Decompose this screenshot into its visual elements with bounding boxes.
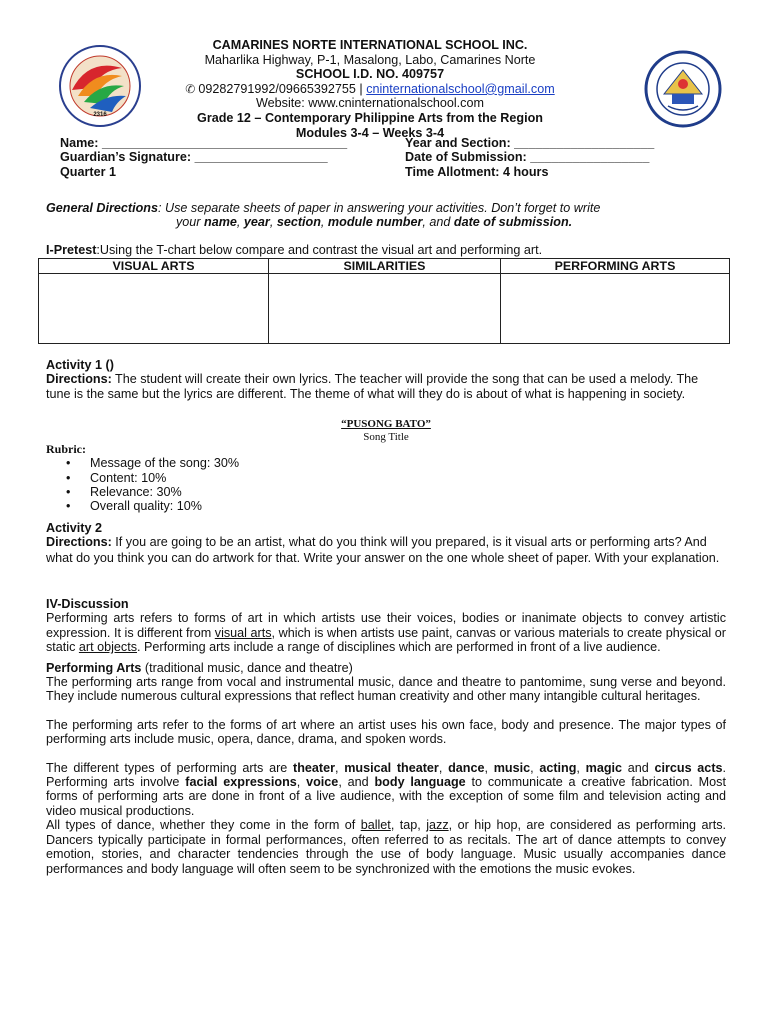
school-name: CAMARINES NORTE INTERNATIONAL SCHOOL INC. (212, 38, 528, 52)
term-magic: magic (585, 760, 623, 775)
directions-sep: , (236, 215, 244, 230)
song-caption: Song Title (363, 431, 409, 443)
term-separator: , and (338, 775, 375, 790)
discussion-text: to communicate a creative fabrication. Most forms of performing arts are done in front of a live audience, with the exception of some film and television acting and video musical productions. (46, 775, 726, 818)
discussion-text: . Performing arts involve (46, 760, 727, 790)
rubric-item: • Overall quality: 10% (46, 499, 726, 513)
activity-2 (46, 521, 726, 567)
discussion-paragraph-3: The performing arts refer to the forms of art where an artist uses his own face, body and presence. The major types of performing arts include music, opera, dance, drama, and spoken words. (46, 717, 726, 747)
general-directions-text: : Use separate sheets of paper in answering your activities. Don’t forget to write (158, 201, 601, 215)
time-allotment-label: Time Allotment: 4 hours (405, 164, 549, 179)
name-field[interactable]: Name: ___________________________________ (60, 136, 348, 150)
discussion-text: , or hip hop, are considered as performing arts. Dancers typically participate in formal performances, often referred to as recitals. The art of dance attempts to convey emotion, stories, and character tendencies through the use of body language. Music usually accompanies dance performances and body language will often seem to be synchronized with the emotions the music evokes. (46, 818, 726, 876)
discussion-text: , tap, (390, 818, 427, 833)
school-website: Website: www.cninternationalschool.com (256, 96, 484, 111)
directions-date: date of submission. (453, 215, 573, 230)
directions-text: your (176, 215, 204, 230)
activity-1-directions-text: The student will create their own lyrics. The teacher will provide the song that can be used a melody. The tune is the same but the lyrics are different. The theme of what will they do is about of what is happening in society. (46, 372, 699, 401)
course-title: Grade 12 – Contemporary Philippine Arts from the Region (197, 110, 543, 125)
pretest-text: :Using the T-chart below compare and contrast the visual art and performing art. (96, 243, 543, 257)
rubric-item: • Message of the song: 30% (46, 456, 726, 470)
rubric-label: Rubric: (46, 442, 86, 456)
school-email-link[interactable]: cninternationalschool@gmail.com (366, 81, 555, 96)
directions-section: section (276, 215, 321, 230)
rubric-item: • Relevance: 30% (46, 485, 726, 499)
phone-icon: ✆ (185, 81, 196, 96)
directions-year: year (243, 215, 270, 230)
term-theater: theater (293, 760, 335, 775)
discussion-section (46, 597, 726, 876)
deped-seal (644, 50, 722, 128)
svg-text:2316: 2316 (93, 112, 107, 118)
performing-arts-subheading: (traditional music, dance and theatre) (141, 660, 353, 675)
school-header (150, 38, 590, 140)
activity-1-title: Activity 1 () (46, 358, 114, 372)
term-voice: voice (306, 775, 339, 790)
term-separator: , (576, 760, 586, 775)
term-musical-theater: musical theater (344, 760, 439, 775)
term-separator: , (438, 760, 449, 775)
visual-arts-link[interactable]: visual arts (214, 625, 272, 640)
discussion-text: Performing arts refers to forms of art in which artists use their voices, bodies or inanimate objects to convey artistic expression. It is different from (46, 611, 726, 640)
term-body-language: body language (374, 775, 466, 790)
term-facial-expressions: facial expressions (185, 775, 297, 790)
rubric-item: • Content: 10% (46, 471, 726, 485)
school-address: Maharlika Highway, P-1, Masalong, Labo, Camarines Norte (204, 52, 536, 67)
year-section-field[interactable]: Year and Section: ____________________ (405, 136, 655, 150)
t-chart-cell[interactable] (39, 274, 269, 344)
t-chart-cell[interactable] (501, 274, 730, 344)
discussion-paragraph-1 (46, 611, 726, 654)
t-chart-header: VISUAL ARTS (39, 259, 269, 274)
term-separator: , (335, 760, 345, 775)
date-submission-field[interactable]: Date of Submission: _________________ (405, 150, 650, 165)
discussion-text: . Performing arts include a range of disciplines which are performed in front of a live audience. (137, 640, 661, 655)
directions-sep: , (320, 215, 328, 230)
school-logo (58, 44, 142, 128)
song-title: “PUSONG BATO” (341, 418, 431, 430)
guardian-signature-field[interactable]: Guardian’s Signature: ___________________ (60, 150, 328, 165)
pretest-label: I-Pretest (46, 243, 97, 257)
discussion-text: All types of dance, whether they come in the form of (46, 818, 361, 833)
discussion-title: IV-Discussion (46, 597, 129, 611)
t-chart-cell[interactable] (269, 274, 501, 344)
general-directions (46, 201, 726, 230)
rubric (46, 442, 726, 513)
modules-title: Modules 3-4 – Weeks 3-4 (295, 125, 445, 140)
performing-arts-heading: Performing Arts (46, 660, 142, 675)
term-separator: , (484, 760, 494, 775)
school-phone: 09282791992/09665392755 | (198, 81, 367, 96)
discussion-paragraph-5 (46, 818, 726, 876)
directions-sep: , (269, 215, 277, 230)
t-chart-header: SIMILARITIES (269, 259, 501, 274)
term-dance: dance (448, 760, 485, 775)
directions-module: module number (327, 215, 423, 230)
activity-1-directions-label: Directions: (46, 372, 112, 387)
directions-name: name (204, 215, 237, 230)
activity-2-title: Activity 2 (46, 521, 102, 535)
term-acting: acting (539, 760, 577, 775)
activity-2-directions-label: Directions: (46, 535, 112, 550)
discussion-paragraph-2: The performing arts range from vocal and instrumental music, dance and theatre to pantomime, sung verse and beyond. They include numerous cultural expressions that reflect human creativity and other many intangible cultural heritages. (46, 675, 726, 704)
pretest-instructions (46, 243, 736, 257)
discussion-text: , which is when artists use paint, canvas or various materials to create physical or static (46, 625, 726, 655)
directions-sep: , and (422, 215, 454, 230)
discussion-text: The different types of performing arts are (46, 760, 293, 775)
discussion-paragraph-4 (46, 761, 726, 819)
term-music: music (493, 760, 531, 775)
art-objects-link[interactable]: art objects (78, 640, 138, 655)
student-info-form (60, 136, 720, 179)
ballet-link[interactable]: ballet (360, 818, 391, 833)
term-separator: , (530, 760, 540, 775)
term-separator: , (296, 775, 307, 790)
activity-2-directions-text: If you are going to be an artist, what do you think will you prepared, is it visual arts or performing arts? And what do you think you can do artwork for that. Write your answer on the one whole sheet of paper. With your explanation. (46, 535, 720, 565)
jazz-link[interactable]: jazz (426, 818, 449, 833)
t-chart-table (38, 258, 730, 344)
t-chart-header: PERFORMING ARTS (501, 259, 730, 274)
general-directions-label: General Directions (46, 201, 158, 215)
school-contact (150, 82, 590, 97)
term-separator: and (622, 760, 655, 775)
term-circus-acts: circus acts (654, 760, 723, 775)
school-id: SCHOOL I.D. NO. 409757 (295, 67, 445, 82)
quarter-label: Quarter 1 (60, 164, 116, 179)
activity-1 (46, 358, 726, 401)
